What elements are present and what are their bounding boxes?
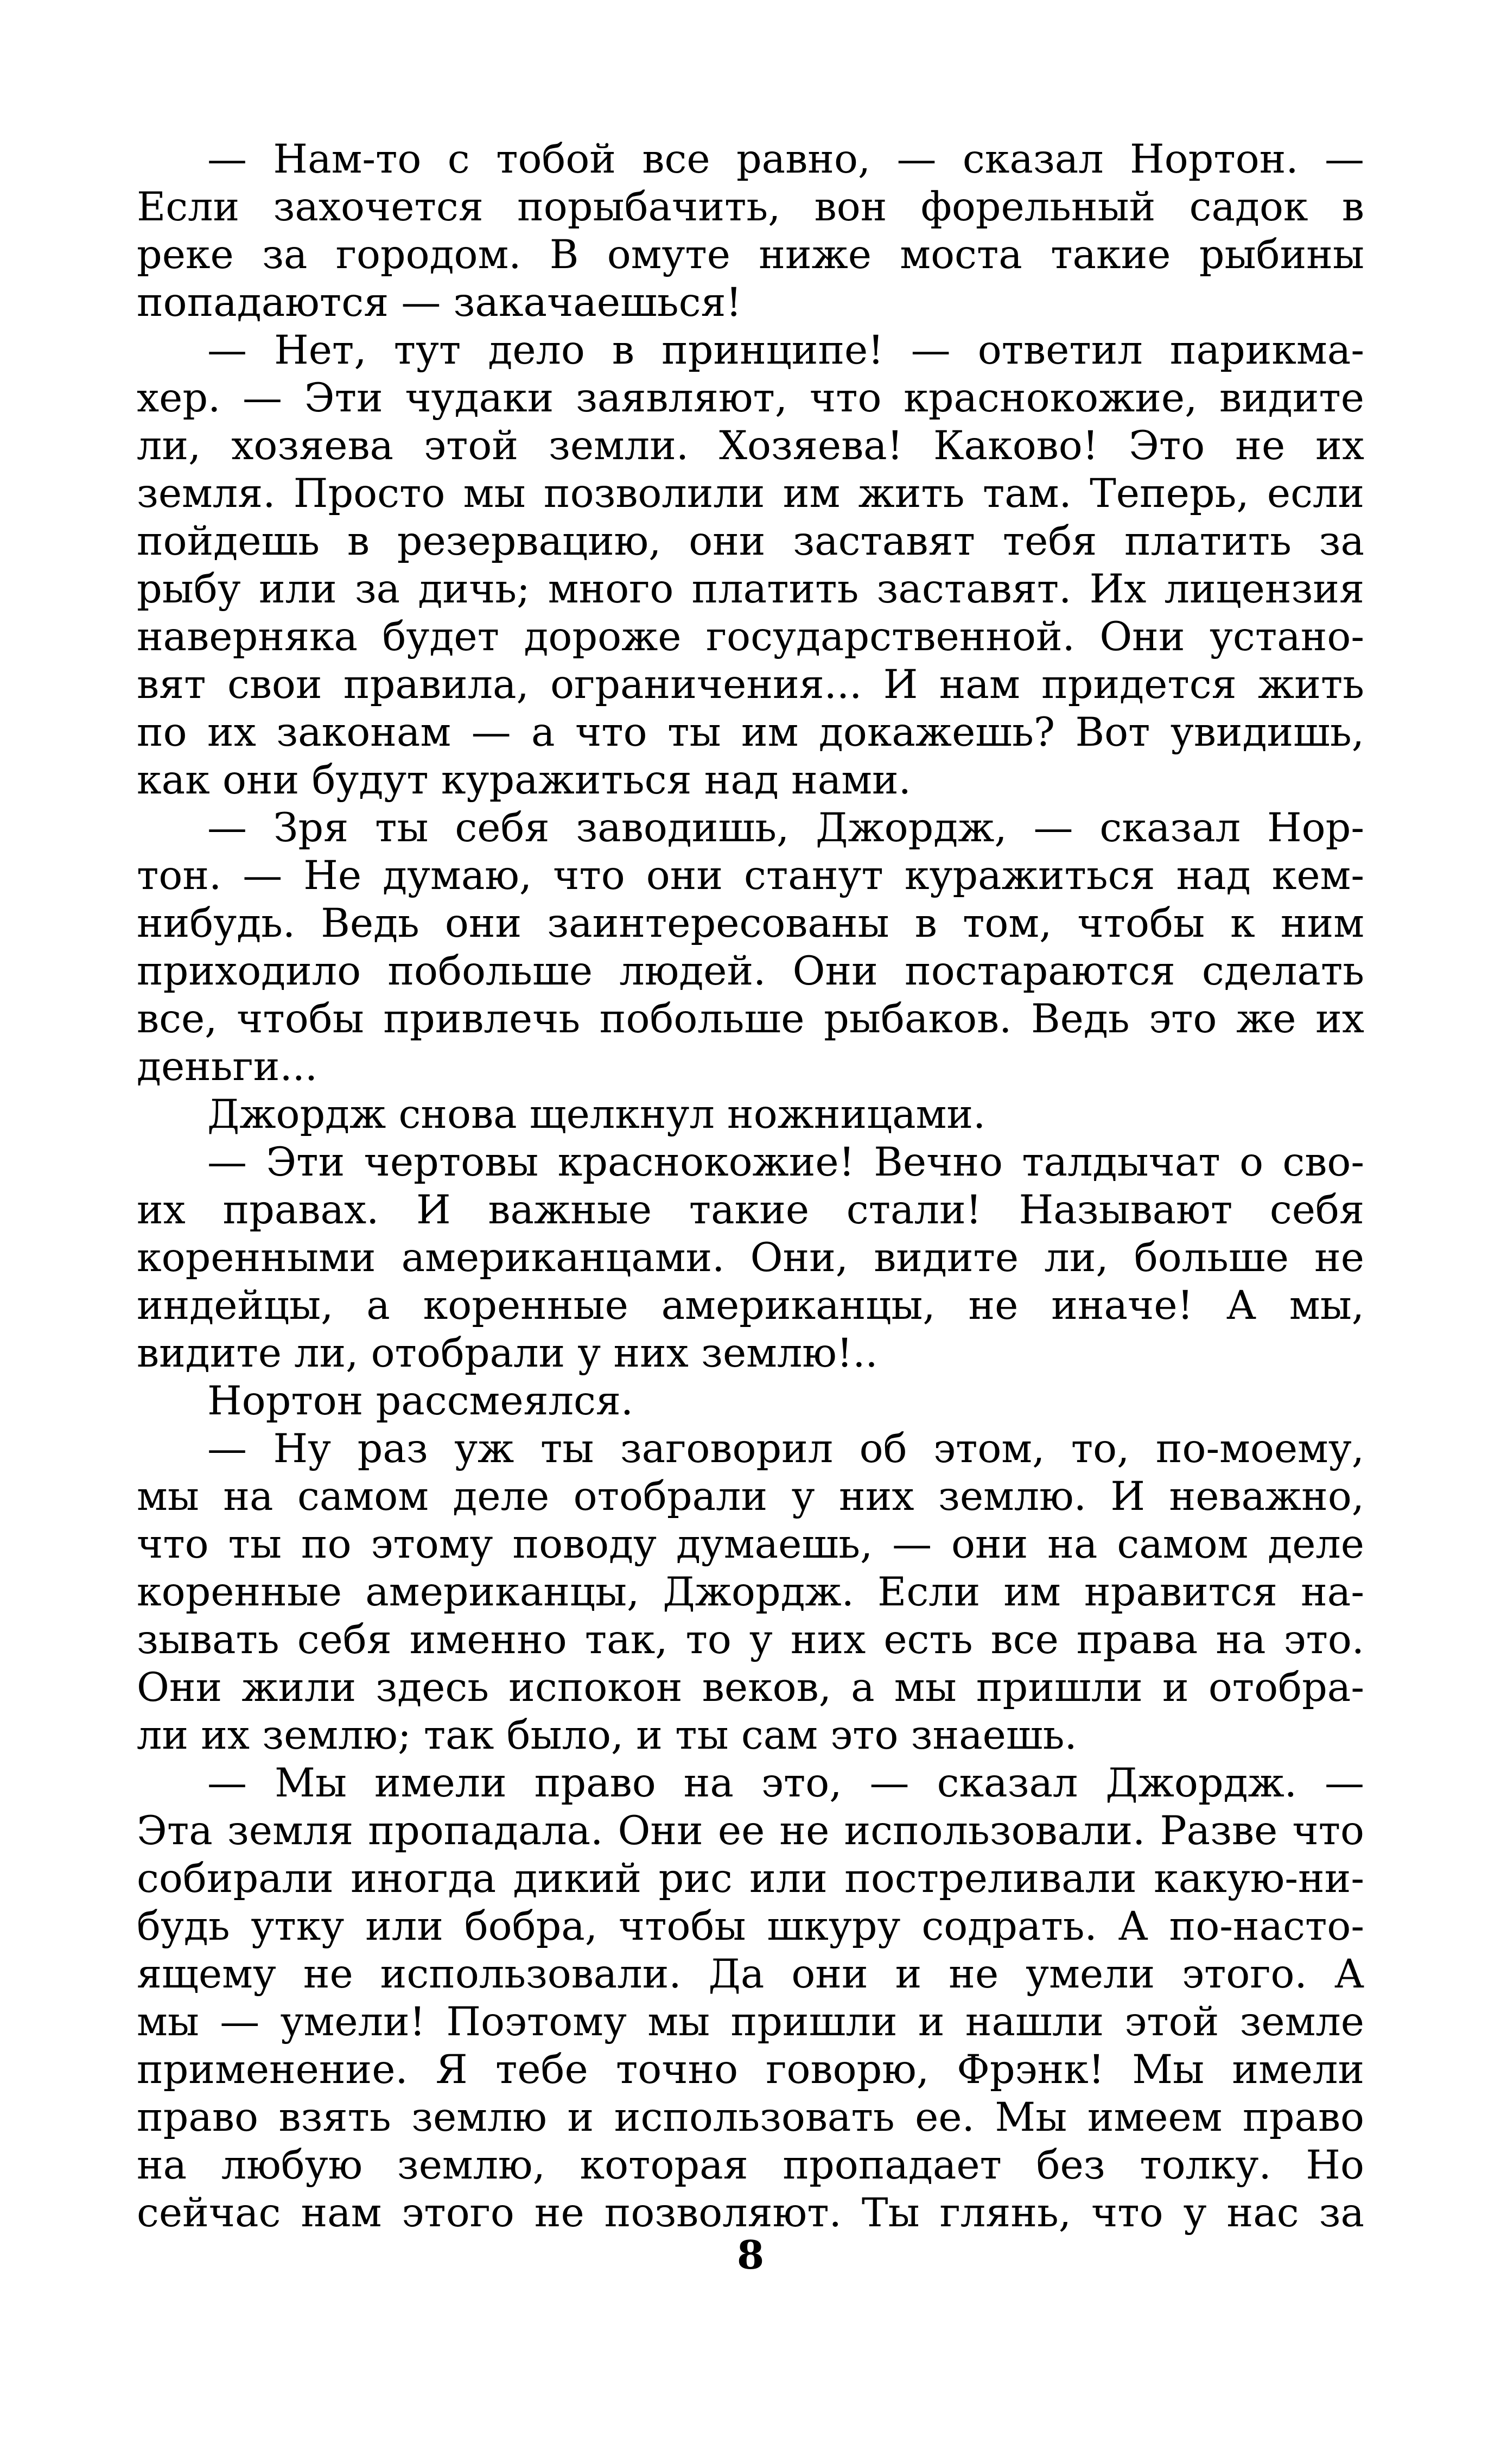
text-line: Если захочется порыбачить, вон форельный садок в [137,184,1364,230]
text-line: собирали иногда дикий рис или постреливали какую-ни- [137,1856,1364,1902]
text-line: земля. Просто мы позволили им жить там. Теперь, если [137,471,1364,517]
text-line: ли, хозяева этой земли. Хозяева! Каково! Это не их [137,423,1364,469]
text-line: Они жили здесь испокон веков, а мы пришли и отобра- [137,1665,1364,1711]
text-line: попадаются — закачаешься! [137,280,742,326]
text-line: Джордж снова щелкнул ножницами. [207,1091,986,1138]
text-line: коренными американцами. Они, видите ли, больше не [137,1235,1364,1281]
text-line: — Эти чертовы краснокожие! Вечно талдычат о сво- [207,1139,1364,1185]
text-line: — Нет, тут дело в принципе! — ответил парикма- [207,327,1364,373]
text-line: что ты по этому поводу думаешь, — они на самом деле [137,1521,1364,1567]
text-line: Нортон рассмеялся. [207,1378,634,1424]
text-line: пойдешь в резервацию, они заставят тебя платить за [137,518,1364,564]
text-line: — Ну раз уж ты заговорил об этом, то, по-моему, [207,1426,1364,1472]
text-line: мы на самом деле отобрали у них землю. И неважно, [137,1474,1364,1520]
text-line: применение. Я тебе точно говорю, Фрэнк! Мы имели [137,2047,1364,2093]
page-number: 8 [736,2232,765,2278]
text-line: коренные американцы, Джордж. Если им нравится на- [137,1569,1364,1615]
text-line: — Зря ты себя заводишь, Джордж, — сказал Нор- [207,805,1364,851]
text-line: хер. — Эти чудаки заявляют, что краснокожие, видите [137,375,1364,421]
text-line: их правах. И важные такие стали! Называют себя [137,1187,1364,1233]
text-line: деньги... [137,1044,318,1090]
text-line: видите ли, отобрали у них землю!.. [137,1330,878,1376]
text-line: как они будут куражиться над нами. [137,757,911,803]
text-line: вят свои правила, ограничения... И нам придется жить [137,662,1364,708]
text-line: наверняка будет дороже государственной. Они устано- [137,614,1364,660]
page-text-body [137,136,1364,2236]
text-line: — Нам-то с тобой все равно, — сказал Нортон. — [207,136,1364,182]
text-line: индейцы, а коренные американцы, не иначе! А мы, [137,1282,1364,1329]
text-line: реке за городом. В омуте ниже моста такие рыбины [137,232,1364,278]
text-line: зывать себя именно так, то у них есть все права на это. [137,1617,1364,1663]
text-line: ящему не использовали. Да они и не умели этого. А [137,1951,1364,1997]
text-line: рыбу или за дичь; много платить заставят. Их лицензия [137,566,1364,612]
text-line: право взять землю и использовать ее. Мы имеем право [137,2094,1364,2141]
text-line: — Мы имели право на это, — сказал Джордж. — [207,1760,1364,1806]
text-line: на любую землю, которая пропадает без толку. Но [137,2142,1364,2188]
text-line: будь утку или бобра, чтобы шкуру содрать. А по-насто- [137,1903,1364,1949]
text-line: приходило побольше людей. Они постараются сделать [137,948,1364,994]
text-line: все, чтобы привлечь побольше рыбаков. Ведь это же их [137,996,1364,1042]
text-line: ли их землю; так было, и ты сам это знаешь. [137,1712,1077,1758]
text-line: по их законам — а что ты им докажешь? Вот увидишь, [137,709,1364,755]
text-line: сейчас нам этого не позволяют. Ты глянь, что у нас за [137,2190,1364,2236]
text-line: Эта земля пропадала. Они ее не использовали. Разве что [137,1808,1364,1854]
text-line: мы — умели! Поэтому мы пришли и нашли этой земле [137,1999,1364,2045]
text-line: тон. — Не думаю, что они станут куражиться над кем- [137,853,1364,899]
text-line: нибудь. Ведь они заинтересованы в том, чтобы к ним [137,900,1364,947]
